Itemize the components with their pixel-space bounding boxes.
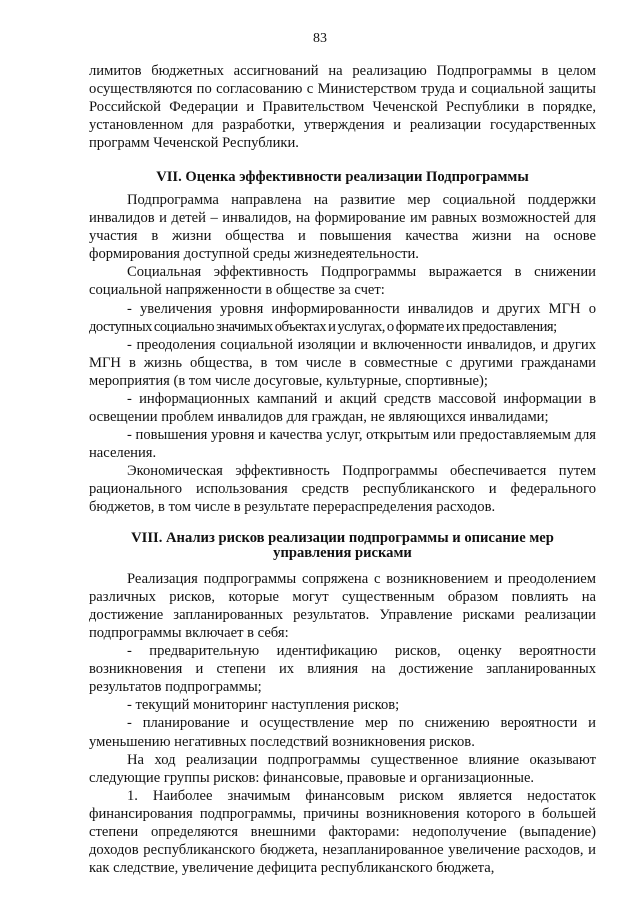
section-8-bullet-1: - предварительную идентификацию рисков, оценку вероятности возникновения и степени их влияния на достижение запланированных результатов подпрограммы; <box>89 643 596 696</box>
section-8-paragraph-3: 1. Наиболее значимым финансовым риском является недостаток финансирования подпрограммы, причины возникновения которого в большей степени определяются внешними факторами: недополучение (выпадение) доходов республиканского бюджета, незапланированное увеличение расходов, и как следствие, увеличение дефицита республиканского бюджета, <box>89 787 596 876</box>
section-8-bullet-3: - планирование и осуществление мер по снижению вероятности и уменьшению негативных последствий возникновения рисков. <box>89 715 596 750</box>
section-8-heading-line-1: VIII. Анализ рисков реализации подпрограммы и описание мер <box>131 530 554 547</box>
section-7-bullet-1-line-1: - увеличения уровня информированности инвалидов и других МГН о <box>127 300 596 317</box>
section-8-paragraph-1: Реализация подпрограммы сопряжена с возникновением и преодолением различных рисков, которые могут существенным образом повлиять на достижение запланированных результатов. Управление рисками реализации подпрограммы включает в себя: <box>89 571 596 642</box>
section-7-bullet-1-line-2: доступных социально значимых объектах и услугах, о формате их предоставления; <box>89 318 557 335</box>
intro-paragraph: лимитов бюджетных ассигнований на реализацию Подпрограммы в целом осуществляются по согласованию с Министерством труда и социальной защиты Российской Федерации и Правительством Чеченской Республики в порядке, установленном для разработки, утверждения и реализации государственных программ Чеченской Республики. <box>89 63 596 152</box>
section-8-heading-line-2: управления рисками <box>273 545 412 562</box>
document-body <box>89 62 596 877</box>
section-8-paragraph-2: На ход реализации подпрограммы существенное влияние оказывают следующие группы рисков: финансовые, правовые и организационные. <box>89 751 596 786</box>
section-8-bullet-2: - текущий мониторинг наступления рисков; <box>127 697 400 714</box>
page-number: 83 <box>313 31 327 46</box>
section-7-paragraph-2: Социальная эффективность Подпрограммы выражается в снижении социальной напряженности в обществе за счет: <box>89 264 596 299</box>
section-7-paragraph-3: Экономическая эффективность Подпрограммы обеспечивается путем рационального использования средств республиканского и федерального бюджетов, в том числе в результате перераспределения расходов. <box>89 462 596 516</box>
section-7-bullet-2: - преодоления социальной изоляции и включенности инвалидов, и других МГН в жизнь общества, в том числе в совместные с другими гражданами мероприятия (в том числе досуговые, культурные, спортивные); <box>89 336 596 389</box>
section-7-bullet-3: - информационных кампаний и акций средств массовой информации в освещении проблем инвалидов для граждан, не являющихся инвалидами; <box>89 390 596 425</box>
section-7-bullet-4: - повышения уровня и качества услуг, открытым или предоставляемым для населения. <box>89 426 596 461</box>
section-8-heading <box>89 531 596 561</box>
section-7-paragraph-1: Подпрограмма направлена на развитие мер социальной поддержки инвалидов и детей – инвалидов, на формирование им равных возможностей для участия в жизни общества и повышения качества жизни на основе формирования доступной среды жизнедеятельности. <box>89 192 596 263</box>
section-7-heading: VII. Оценка эффективности реализации Подпрограммы <box>156 169 529 186</box>
